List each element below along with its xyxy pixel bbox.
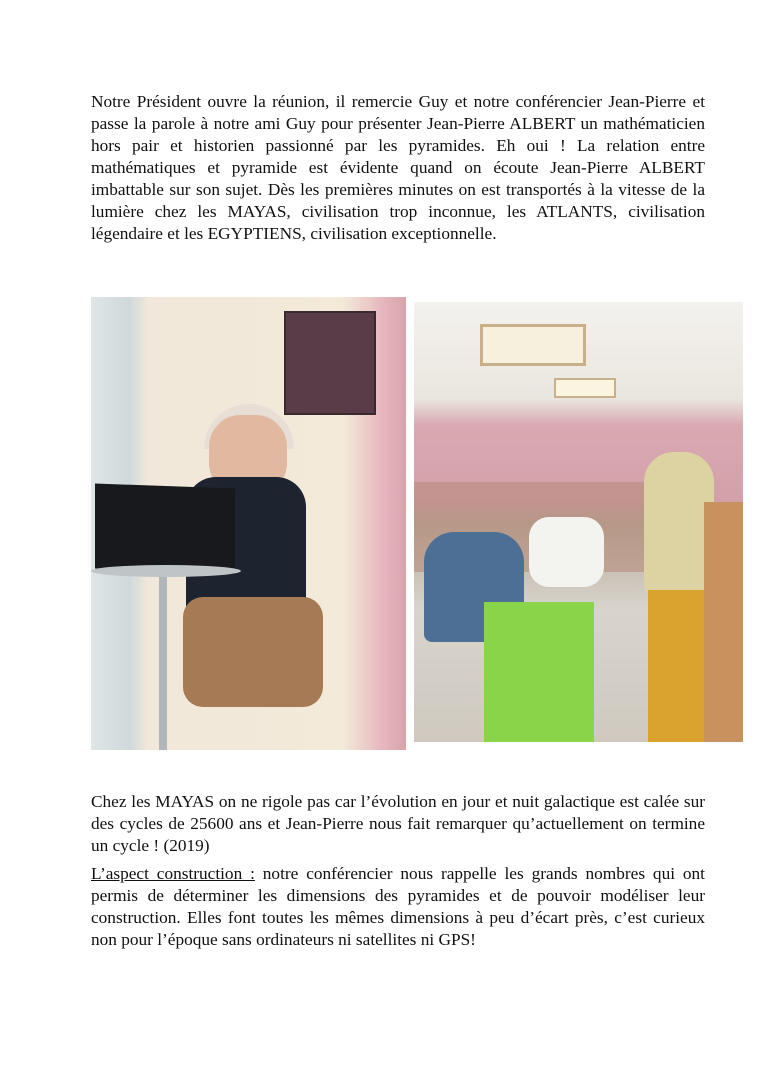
construction-paragraph <box>91 863 705 951</box>
ceiling-light <box>554 378 616 398</box>
ceiling-light <box>480 324 586 366</box>
construction-heading: L’aspect construction : <box>91 864 255 883</box>
intro-paragraph: Notre Président ouvre la réunion, il remercie Guy et notre conférencier Jean-Pierre et passe la parole à notre ami Guy pour présenter Jean-Pierre ALBERT un mathématicien hors pair et historien passionné par les pyramides. Eh oui ! La relation entre mathématiques et pyramide est évidente quand on écoute Jean-Pierre ALBERT imbattable sur son sujet. Dès les premières minutes on est transportés à la vitesse de la lumière chez les MAYAS, civilisation trop inconnue, les ATLANTS, civilisation légendaire et les EGYPTIENS, civilisation exceptionnelle. <box>91 92 705 243</box>
table-leg <box>159 577 167 750</box>
speaker-photo <box>91 297 406 750</box>
wall-painting <box>284 311 376 415</box>
green-chairs <box>484 602 594 742</box>
audience-photo <box>414 302 743 742</box>
standing-man-trousers <box>648 590 708 742</box>
white-shirt-man <box>529 517 604 587</box>
laptop <box>95 484 235 574</box>
bar-counter <box>704 502 743 742</box>
bar-table <box>91 565 241 577</box>
mayas-paragraph: Chez les MAYAS on ne rigole pas car l’évolution en jour et nuit galactique est calée sur des cycles de 25600 ans et Jean-Pierre nous fait remarquer qu’actuellement on termine un cycle ! (2019) <box>91 792 705 855</box>
speaker-trousers <box>183 597 323 707</box>
construction-body: notre conférencier nous rappelle les grands nombres qui ont permis de déterminer les dimensions des pyramides et de pouvoir modéliser leur construction. Elles font toutes les mêmes dimensions à peu d’écart près, c’est curieux non pour l’époque sans ordinateurs ni satellites ni GPS! <box>91 864 705 949</box>
